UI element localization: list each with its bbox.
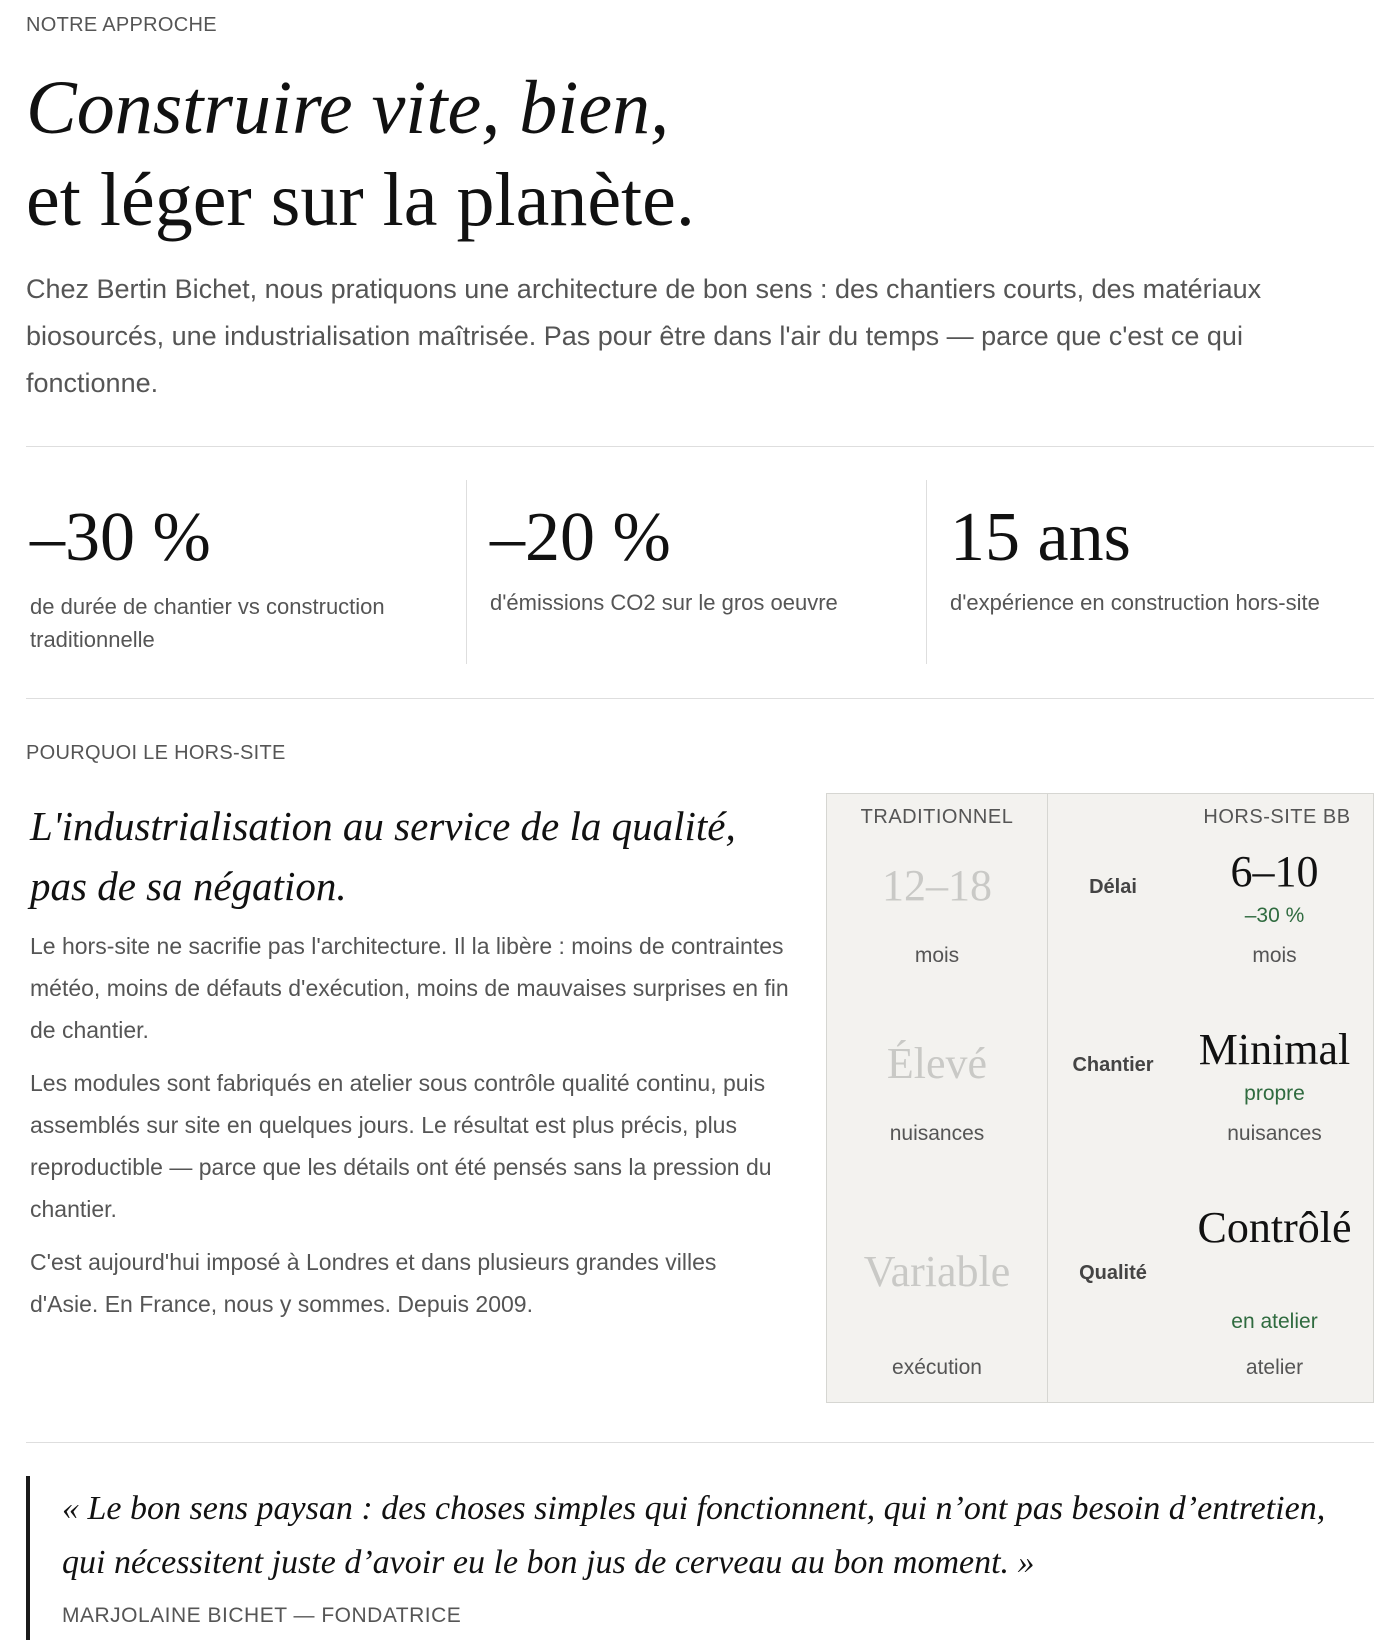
stat-emissions <box>486 480 906 664</box>
horssite-value: 6–10 <box>1230 847 1319 896</box>
traditional-value: Variable <box>863 1247 1011 1296</box>
stat-divider <box>926 480 927 664</box>
stat-duration <box>26 480 456 664</box>
divider <box>26 698 1374 699</box>
row-label: Chantier <box>1072 1054 1154 1076</box>
divider <box>26 1442 1374 1443</box>
horssite-note: propre <box>1244 1082 1305 1105</box>
stat-label: de durée de chantier vs construction traditionnelle <box>30 594 385 652</box>
stat-experience <box>946 480 1374 664</box>
stat-divider <box>466 480 467 664</box>
horssite-value: Contrôlé <box>1197 1203 1352 1252</box>
horssite-value: Minimal <box>1198 1025 1351 1074</box>
stat-value: –30 % <box>30 499 211 576</box>
comparison-table <box>826 793 1374 1403</box>
stats-row <box>26 480 1374 664</box>
traditional-unit: mois <box>914 944 960 967</box>
traditional-unit: nuisances <box>889 1122 985 1145</box>
hero-title-line-2: et léger sur la planète. <box>26 158 695 242</box>
horssite-note: en atelier <box>1231 1310 1318 1333</box>
why-eyebrow: POURQUOI LE HORS-SITE <box>26 742 286 764</box>
why-paragraph: Le hors-site ne sacrifie pas l'architecture. Il la libère : moins de contraintes météo, moins de défauts d'exécution, moins de mauvaises surprises en fin de chantier. <box>30 933 789 1043</box>
horssite-unit: atelier <box>1245 1356 1304 1379</box>
why-body <box>30 925 790 1336</box>
stat-label: d'expérience en construction hors-site <box>950 590 1320 615</box>
stat-value: –20 % <box>490 499 671 576</box>
hero-title-line-1: Construire vite, bien, <box>26 66 670 150</box>
traditional-value: Élevé <box>886 1039 988 1088</box>
row-label: Délai <box>1089 876 1137 898</box>
section-eyebrow: NOTRE APPROCHE <box>26 14 217 36</box>
quote-text: « Le bon sens paysan : des choses simples qui fonctionnent, qui n’ont pas besoin d’entretien, qui nécessitent juste d’avoir eu le bon jus de cerveau au bon moment. » <box>62 1490 1326 1581</box>
stat-label: d'émissions CO2 sur le gros oeuvre <box>490 590 838 615</box>
horssite-note: –30 % <box>1244 904 1305 927</box>
founder-quote <box>26 1476 1378 1640</box>
hero-lead: Chez Bertin Bichet, nous pratiquons une architecture de bon sens : des chantiers courts, des matériaux biosourcés, une industrialisation maîtrisée. Pas pour être dans l'air du temps — parce que c'est ce qui fonctionne. <box>26 274 1262 398</box>
row-label: Qualité <box>1079 1262 1147 1284</box>
why-paragraph: C'est aujourd'hui imposé à Londres et dans plusieurs grandes villes d'Asie. En France, nous y sommes. Depuis 2009. <box>30 1249 717 1317</box>
horssite-unit: nuisances <box>1227 1122 1322 1145</box>
horssite-unit: mois <box>1252 944 1297 967</box>
why-title: L'industrialisation au service de la qualité, pas de sa négation. <box>30 803 736 909</box>
divider <box>26 446 1374 447</box>
quote-author: MARJOLAINE BICHET — FONDATRICE <box>62 1604 462 1627</box>
traditional-value: 12–18 <box>882 861 992 910</box>
hero-title <box>26 62 695 246</box>
stat-value: 15 ans <box>950 499 1131 576</box>
column-header-traditional: TRADITIONNEL <box>860 806 1014 828</box>
why-paragraph: Les modules sont fabriqués en atelier sous contrôle qualité continu, puis assemblés sur site en quelques jours. Le résultat est plus précis, plus reproductible — parce que les détails ont été pensés sans la pression du chantier. <box>30 1070 772 1222</box>
column-header-horssite: HORS-SITE BB <box>1203 806 1351 828</box>
traditional-unit: exécution <box>892 1356 982 1379</box>
